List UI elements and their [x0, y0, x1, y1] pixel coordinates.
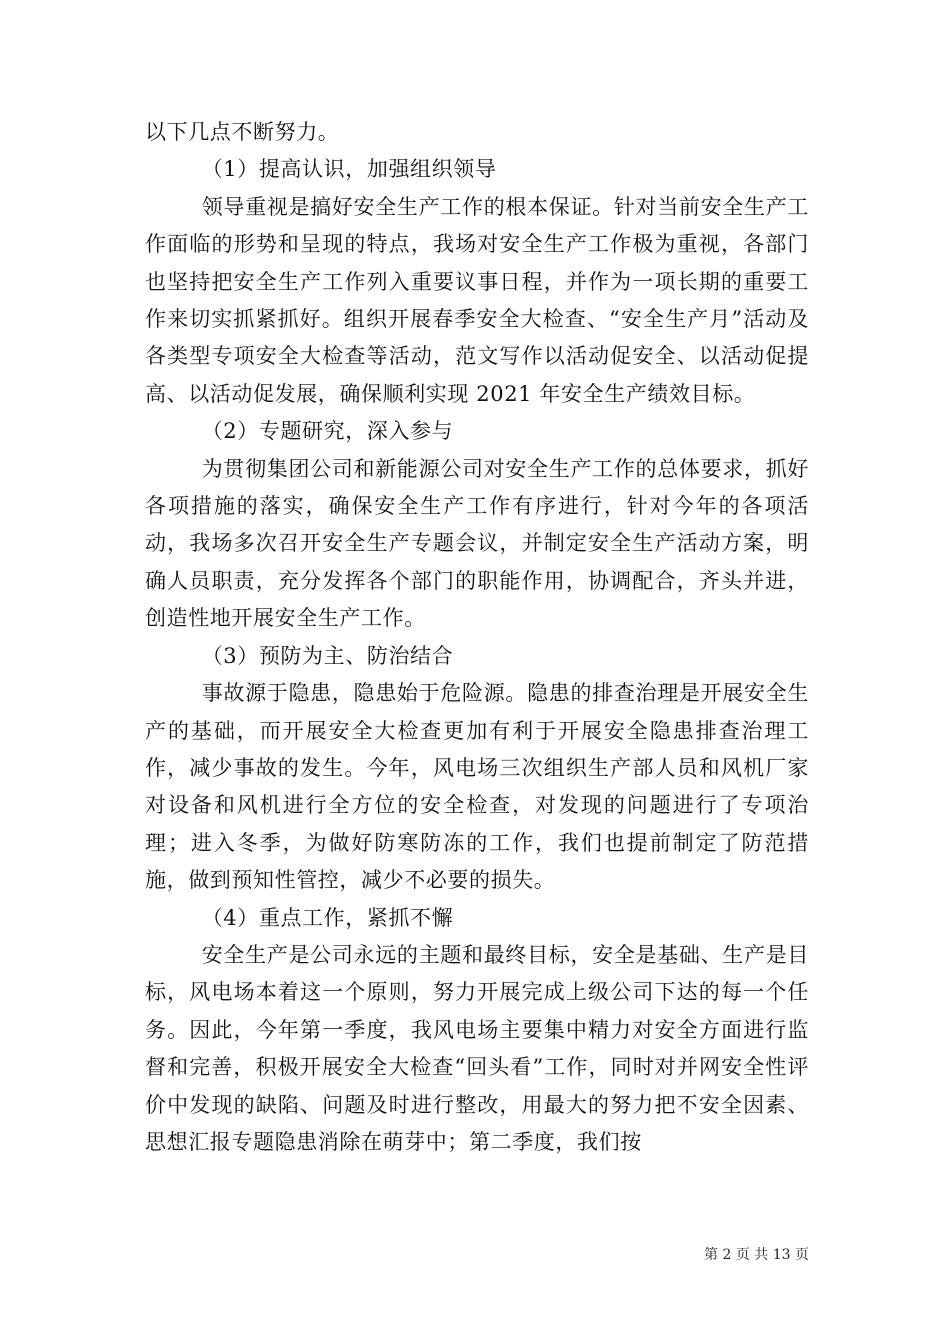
page-number-label: 第 2 页 共 13 页	[704, 1247, 809, 1263]
document-body	[145, 114, 809, 1161]
section-heading-1: （1）提高认识，加强组织领导	[201, 157, 497, 182]
section-heading-3: （3）预防为主、防治结合	[201, 643, 454, 668]
paragraph-research: 为贯彻集团公司和新能源公司对安全生产工作的总体要求，抓好各项措施的落实，确保安全生产工作有序进行，针对今年的各项活动，我场多次召开安全生产专题会议，并制定安全生产活动方案，明确人员职责，充分发挥各个部门的职能作用，协调配合，齐头并进，创造性地开展安全生产工作。	[145, 456, 809, 631]
section-heading-4: （4）重点工作，紧抓不懈	[201, 905, 454, 930]
paragraph-intro-tail: 以下几点不断努力。	[145, 120, 340, 144]
paragraph-leadership: 领导重视是搞好安全生产工作的根本保证。针对当前安全生产工作面临的形势和呈现的特点，我场对安全生产工作极为重视，各部门也坚持把安全生产工作列入重要议事日程，并作为一项长期的重要工作来切实抓紧抓好。组织开展春季安全大检查、“安全生产月”活动及各类型专项安全大检查等活动，范文写作以活动促安全、以活动促提高、以活动促发展，确保顺利实现 2021 年安全生产绩效目标。	[145, 194, 809, 406]
paragraph-prevention: 事故源于隐患，隐患始于危险源。隐患的排查治理是开展安全生产的基础，而开展安全大检查更加有利于开展安全隐患排查治理工作，减少事故的发生。今年，风电场三次组织生产部人员和风机厂家对设备和风机进行全方位的安全检查，对发现的问题进行了专项治理；进入冬季，为做好防寒防冻的工作，我们也提前制定了防范措施，做到预知性管控，减少不必要的损失。	[145, 681, 809, 893]
page-number-footer	[704, 1246, 809, 1264]
paragraph-key-work: 安全生产是公司永远的主题和最终目标，安全是基础、生产是目标，风电场本着这一个原则，努力开展完成上级公司下达的每一个任务。因此，今年第一季度，我风电场主要集中精力对安全方面进行监督和完善，积极开展安全大检查“回头看”工作，同时对并网安全性评价中发现的缺陷、问题及时进行整改，用最大的努力把不安全因素、思想汇报专题隐患消除在萌芽中；第二季度，我们按	[145, 942, 809, 1154]
section-heading-2: （2）专题研究，深入参与	[201, 419, 454, 444]
